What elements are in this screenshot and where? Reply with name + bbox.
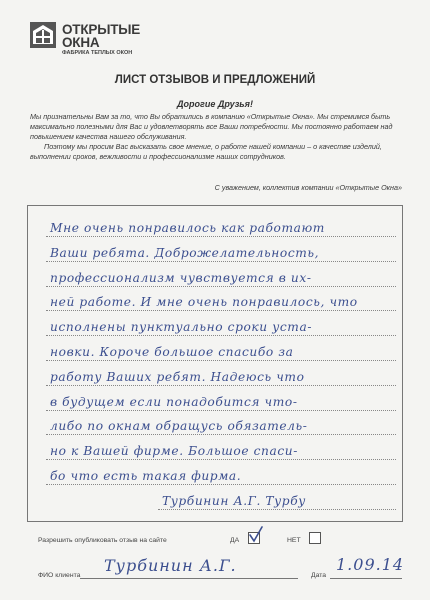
review-line (46, 212, 396, 237)
review-line-text: но к Вашей фирме. Большое спаси- (50, 444, 298, 459)
review-textarea[interactable] (27, 205, 403, 522)
review-line (46, 410, 396, 435)
review-line-text: либо по окнам обращусь обязатель- (50, 419, 308, 434)
review-line (46, 361, 396, 386)
review-line-text: в будущем если понадобится что- (50, 394, 298, 409)
logo-tagline: ФАБРИКА ТЕПЛЫХ ОКОН (62, 50, 133, 56)
client-name-field[interactable] (80, 578, 298, 579)
review-line (46, 311, 396, 336)
company-logo (30, 22, 180, 56)
client-name-label: ФИО клиента (38, 572, 81, 579)
page-title: ЛИСТ ОТЗЫВОВ И ПРЕДЛОЖЕНИЙ (114, 74, 316, 86)
publish-consent-label: Разрешить опубликовать отзыв на сайте (38, 537, 167, 544)
review-line-text: новки. Короче большое спасибо за (50, 345, 294, 359)
intro-text (30, 112, 402, 162)
handwritten-check-icon (248, 526, 264, 544)
review-line (46, 237, 396, 262)
date-field[interactable] (330, 578, 402, 579)
review-line-text: Мне очень понравилось как работают (50, 221, 325, 235)
intro-paragraph: Поэтому мы просим Вас высказать свое мнение, о работе нашей компании – о качестве изделий, выполнении сроков, вежливости и профессионализме наших сотрудников. (30, 142, 382, 161)
review-line-text: Турбинин А.Г. Турбу (162, 493, 306, 508)
greeting: Дорогие Друзья! (177, 99, 253, 109)
review-line (46, 286, 396, 311)
intro-paragraph: Мы признательны Вам за то, что Вы обратились в компанию «Открытые Окна». Мы стремимся быть максимально полезными для Вас и удовлетворять все Ваши потребности. Мы постоянно работаем над повышением качества нашего обслуживания. (30, 112, 393, 141)
review-line (46, 336, 396, 361)
consent-no-checkbox[interactable] (309, 532, 321, 544)
date-value: 1.09.14 (336, 555, 405, 574)
review-line-text: профессионализм чувствуется в их- (50, 270, 312, 285)
logo-wordmark: ОТКРЫТЫЕ ОКНА (62, 22, 141, 50)
review-line (46, 435, 396, 460)
signoff: С уважением, коллектив компании «Открытые Окна» (214, 183, 402, 192)
consent-no-label: НЕТ (287, 537, 301, 544)
review-line-text: бо что есть такая фирма. (50, 469, 242, 483)
window-logo-icon (30, 22, 56, 48)
review-line (158, 485, 396, 510)
date-label: Дата (311, 572, 327, 579)
review-line (46, 386, 396, 411)
consent-yes-checkbox[interactable] (248, 532, 260, 544)
review-line-text: Ваши ребята. Доброжелательность, (50, 245, 320, 260)
review-line-text: работу Ваших ребят. Надеюсь что (50, 369, 305, 384)
consent-yes-label: ДА (230, 537, 240, 544)
review-line (46, 460, 396, 485)
review-line-text: ней работе. И мне очень понравилось, что (50, 295, 358, 310)
review-line-text: исполнены пунктуально сроки уста- (50, 320, 313, 335)
client-name-value: Турбинин А.Г. (104, 556, 237, 575)
review-line (46, 262, 396, 287)
